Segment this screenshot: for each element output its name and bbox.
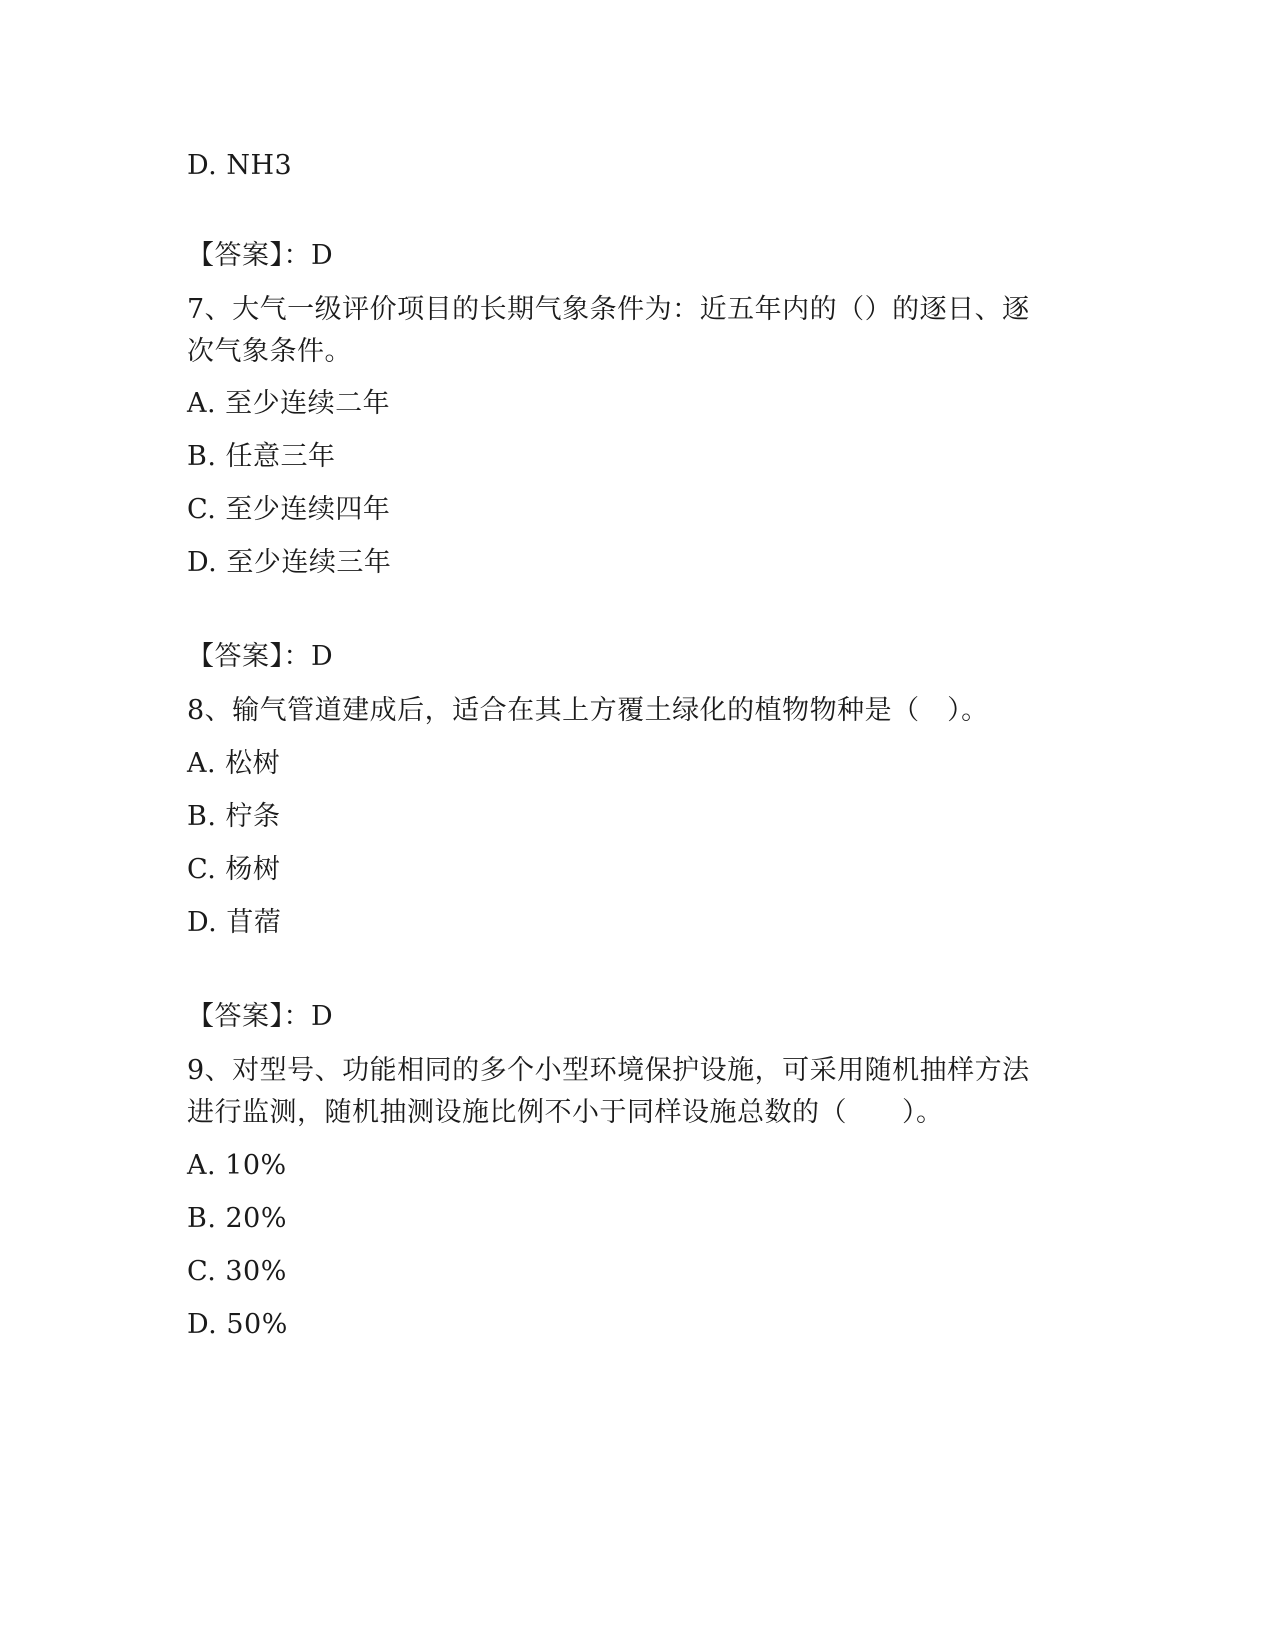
q8-stem-line1: 8、输气管道建成后，适合在其上方覆土绿化的植物物种是（ ）。	[187, 695, 989, 726]
q8-answer: 【答案】：D	[187, 1001, 334, 1032]
q7-stem-line1: 7、大气一级评价项目的长期气象条件为：近五年内的（）的逐日、逐	[187, 294, 1030, 325]
q9-option-d: D. 50%	[187, 1309, 288, 1340]
q8-option-d: D. 苜蓿	[187, 907, 282, 938]
q8-option-b: B. 柠条	[187, 801, 281, 832]
q9-option-c: C. 30%	[187, 1256, 287, 1287]
q7-option-b: B. 任意三年	[187, 441, 336, 472]
q7-option-d: D. 至少连续三年	[187, 547, 392, 578]
q7-option-a: A. 至少连续二年	[187, 388, 391, 419]
q7-answer: 【答案】：D	[187, 641, 334, 672]
q8-option-c: C. 杨树	[187, 854, 281, 885]
q6-option-d: D. NH3	[187, 150, 293, 181]
q7-option-c: C. 至少连续四年	[187, 494, 391, 525]
q9-stem-line1: 9、对型号、功能相同的多个小型环境保护设施，可采用随机抽样方法	[187, 1055, 1030, 1086]
q7-stem-line2: 次气象条件。	[187, 336, 352, 367]
q8-option-a: A. 松树	[187, 748, 281, 779]
q9-stem-line2: 进行监测，随机抽测设施比例不小于同样设施总数的（ ）。	[187, 1097, 944, 1128]
q9-option-a: A. 10%	[187, 1150, 287, 1181]
q9-option-b: B. 20%	[187, 1203, 288, 1234]
q6-answer: 【答案】：D	[187, 240, 334, 271]
